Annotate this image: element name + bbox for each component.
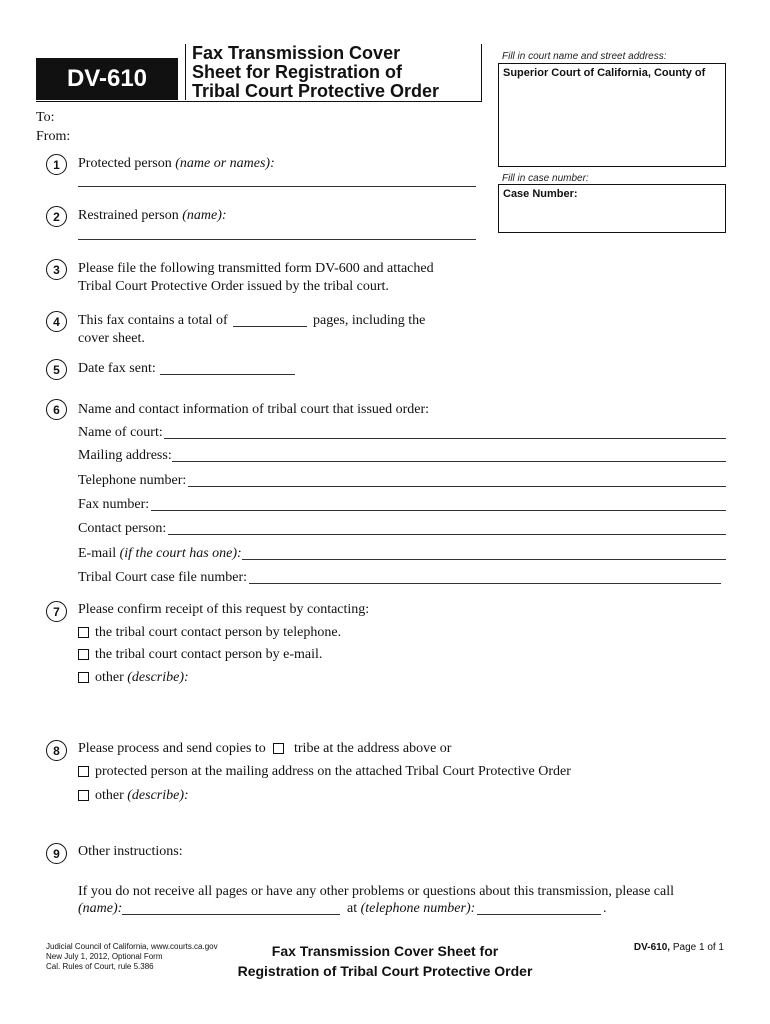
footer-source-line: Cal. Rules of Court, rule 5.386: [46, 962, 154, 971]
case-box-label: Case Number:: [503, 188, 578, 200]
header-side-rule: [481, 44, 482, 102]
court-box-label: Superior Court of California, County of: [503, 67, 706, 79]
form-id: DV-610: [66, 65, 148, 92]
item-5-label: Date fax sent:: [78, 361, 156, 376]
item-4-line2: cover sheet.: [78, 331, 145, 346]
to-label: To:: [36, 110, 55, 125]
send-other-italic: (describe):: [127, 788, 189, 803]
telephone-label: Telephone number:: [78, 473, 187, 488]
footer-page: [634, 942, 724, 953]
court-name-line[interactable]: [164, 438, 726, 439]
case-file-line[interactable]: [249, 583, 721, 584]
closing-name-line[interactable]: [122, 914, 340, 915]
closing-name-italic: (name):: [78, 901, 123, 916]
footer-title: [215, 941, 555, 981]
confirm-email-label: the tribal court contact person by e-mail.: [95, 647, 323, 662]
header-divider: [185, 44, 186, 100]
item-4-post: pages, including the: [313, 313, 426, 328]
confirm-other-text: other: [95, 670, 124, 685]
case-number-field[interactable]: [498, 184, 726, 233]
item-4-pre: This fax contains a total of: [78, 313, 228, 328]
send-tribe-label: tribe at the address above or: [294, 741, 452, 756]
closing-at: at: [347, 901, 358, 916]
item-1-text: Protected person: [78, 156, 172, 171]
send-protected-label: protected person at the mailing address on the attached Tribal Court Protective Order: [95, 764, 571, 779]
email-line[interactable]: [242, 559, 726, 560]
item-number-3: 3: [46, 259, 67, 280]
item-3-line1: Please file the following transmitted form DV-600 and attached: [78, 261, 434, 276]
item-number-1: 1: [46, 154, 67, 175]
footer-page-number: Page 1 of 1: [670, 942, 724, 953]
send-protected-checkbox[interactable]: [78, 766, 89, 777]
confirm-other-label: [95, 670, 189, 686]
title-line: Tribal Court Protective Order: [192, 81, 440, 101]
confirm-other-checkbox[interactable]: [78, 672, 89, 683]
send-other-checkbox[interactable]: [78, 790, 89, 801]
item-number-2: 2: [46, 206, 67, 227]
item-number-7: 7: [46, 601, 67, 622]
item-1-label: [78, 156, 275, 172]
form-id-badge: [36, 58, 178, 100]
send-other-label: [95, 788, 189, 804]
item-9-label: Other instructions:: [78, 844, 183, 859]
closing-phone-italic: (telephone number):: [360, 901, 476, 916]
closing-name-label: [78, 901, 122, 917]
confirm-telephone-label: the tribal court contact person by telephone.: [95, 625, 342, 640]
send-other-text: other: [95, 788, 124, 803]
page-title: [192, 44, 439, 101]
mailing-address-line[interactable]: [172, 461, 726, 462]
footer-source-line: Judicial Council of California, www.courts.ca.gov: [46, 942, 218, 951]
item-6-label: Name and contact information of tribal court that issued order:: [78, 402, 430, 417]
email-text: E-mail: [78, 546, 117, 561]
footer-source: [46, 942, 218, 972]
title-line: Fax Transmission Cover: [192, 43, 401, 63]
footer-form-id: DV-610,: [633, 942, 671, 953]
item-7-label: Please confirm receipt of this request by contacting:: [78, 602, 370, 617]
from-label: From:: [36, 129, 71, 144]
court-name-field[interactable]: [498, 63, 726, 167]
case-box-hint: Fill in case number:: [502, 173, 589, 184]
email-label: [78, 546, 242, 562]
contact-person-line[interactable]: [168, 534, 726, 535]
footer-title-line: Fax Transmission Cover Sheet for: [271, 943, 499, 959]
send-tribe-checkbox[interactable]: [273, 743, 284, 754]
item-number-9: 9: [46, 843, 67, 864]
item-number-4: 4: [46, 311, 67, 332]
footer-title-line: Registration of Tribal Court Protective Order: [237, 963, 533, 979]
item-2-label: [78, 208, 227, 224]
mailing-address-label: Mailing address:: [78, 448, 172, 463]
item-number-8: 8: [46, 740, 67, 761]
confirm-email-checkbox[interactable]: [78, 649, 89, 660]
telephone-line[interactable]: [188, 486, 726, 487]
closing-phone-line[interactable]: [477, 914, 601, 915]
protected-person-line[interactable]: [78, 186, 476, 187]
item-1-italic: (name or names):: [175, 156, 275, 171]
confirm-telephone-checkbox[interactable]: [78, 627, 89, 638]
contact-person-label: Contact person:: [78, 521, 167, 536]
case-file-label: Tribal Court case file number:: [78, 570, 248, 585]
title-line: Sheet for Registration of: [192, 62, 403, 82]
date-fax-sent-line[interactable]: [160, 374, 295, 375]
page-count-line[interactable]: [233, 326, 307, 327]
item-3-line2: Tribal Court Protective Order issued by the tribal court.: [78, 279, 389, 294]
restrained-person-line[interactable]: [78, 239, 476, 240]
item-2-text: Restrained person: [78, 208, 179, 223]
court-box-hint: Fill in court name and street address:: [502, 51, 667, 62]
header-rule: [36, 101, 482, 102]
closing-line: If you do not receive all pages or have any other problems or questions about this transmission, please call: [78, 884, 675, 899]
item-8-pre: Please process and send copies to: [78, 741, 266, 756]
confirm-other-italic: (describe):: [127, 670, 189, 685]
email-italic: (if the court has one):: [119, 546, 242, 561]
footer-source-line: New July 1, 2012, Optional Form: [46, 952, 163, 961]
item-number-5: 5: [46, 359, 67, 380]
item-number-6: 6: [46, 399, 67, 420]
court-name-label: Name of court:: [78, 425, 163, 440]
fax-number-line[interactable]: [151, 510, 726, 511]
closing-period: .: [603, 901, 607, 916]
fax-number-label: Fax number:: [78, 497, 150, 512]
closing-phone-label: [347, 901, 475, 917]
item-2-italic: (name):: [182, 208, 227, 223]
